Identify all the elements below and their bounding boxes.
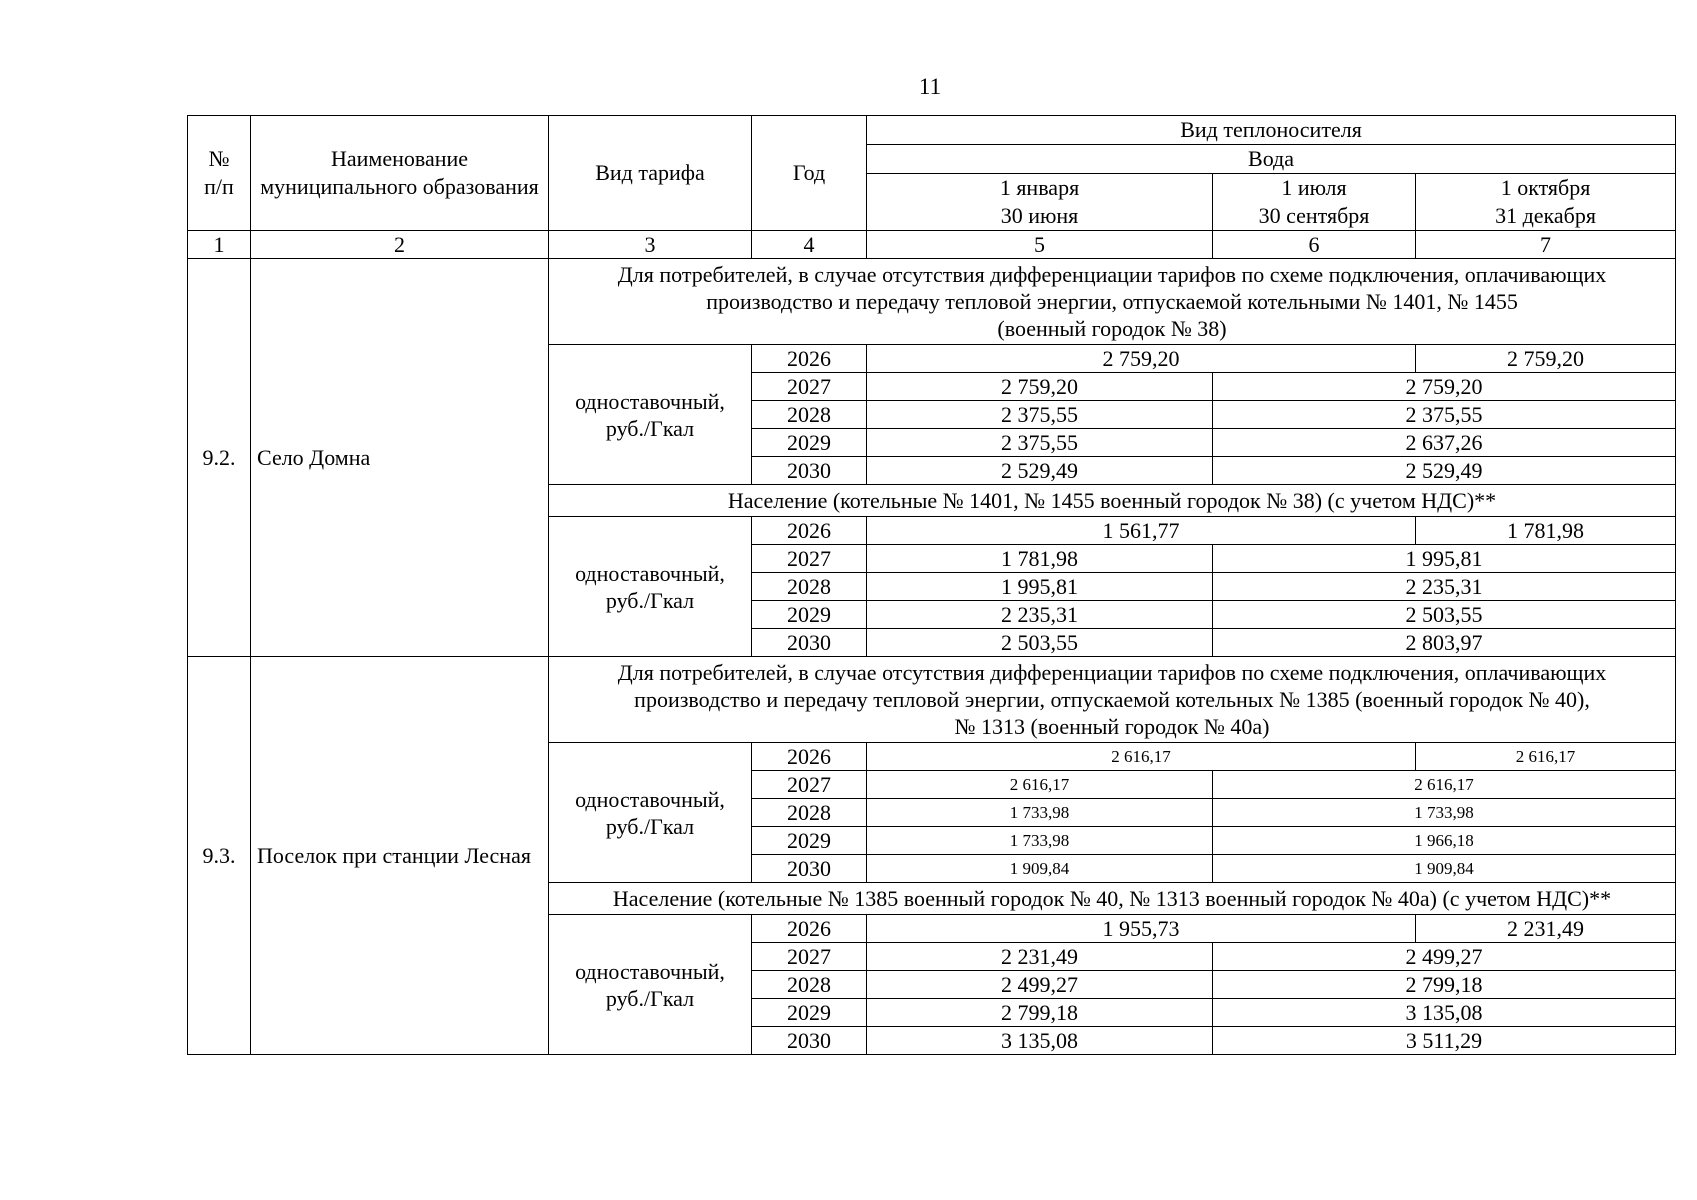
block-title: Для потребителей, в случае отсутствия дифференциации тарифов по схеме подключения, оплачивающих производство и передачу тепловой энергии, отпускаемой котельных № 1385 (военный городок № 40), № 1313 (военный городок № 40а) — [549, 657, 1676, 743]
year-cell: 2028 — [752, 799, 867, 827]
header-municipality: Наименование муниципального образования — [251, 116, 549, 231]
tariff-value-h1: 2 616,17 — [867, 771, 1213, 799]
tariff-value-h2: 2 375,55 — [1213, 401, 1676, 429]
block-title: Для потребителей, в случае отсутствия дифференциации тарифов по схеме подключения, оплачивающих производство и передачу тепловой энергии, отпускаемой котельными № 1401, № 1455 (военный городок № 38) — [549, 259, 1676, 345]
year-cell: 2029 — [752, 827, 867, 855]
tariff-value-h2: 2 803,97 — [1213, 629, 1676, 657]
tariff-value-h2: 2 616,17 — [1213, 771, 1676, 799]
block-title-row — [188, 657, 1676, 743]
header-water: Вода — [867, 145, 1676, 174]
tariff-value-h2: 2 503,55 — [1213, 601, 1676, 629]
year-cell: 2028 — [752, 401, 867, 429]
tariff-value-h2: 1 781,98 — [1416, 517, 1676, 545]
year-cell: 2027 — [752, 943, 867, 971]
tariff-value-h1: 2 499,27 — [867, 971, 1213, 999]
tariff-value-h2: 2 235,31 — [1213, 573, 1676, 601]
year-cell: 2026 — [752, 743, 867, 771]
header-heat-carrier: Вид теплоносителя — [867, 116, 1676, 145]
header-tariff-type: Вид тарифа — [549, 116, 752, 231]
column-number: 5 — [867, 231, 1213, 259]
tariff-value-h2: 2 616,17 — [1416, 743, 1676, 771]
column-number: 7 — [1416, 231, 1676, 259]
column-number: 1 — [188, 231, 251, 259]
year-cell: 2027 — [752, 771, 867, 799]
header-num: № п/п — [188, 116, 251, 231]
municipality-name: Поселок при станции Лесная — [251, 657, 549, 1055]
year-cell: 2029 — [752, 601, 867, 629]
year-cell: 2026 — [752, 517, 867, 545]
tariff-value-h2: 3 511,29 — [1213, 1027, 1676, 1055]
block-title: Население (котельные № 1385 военный городок № 40, № 1313 военный городок № 40а) (с учетом НДС)** — [549, 883, 1676, 915]
column-number: 3 — [549, 231, 752, 259]
year-cell: 2028 — [752, 573, 867, 601]
tariff-value-h1: 3 135,08 — [867, 1027, 1213, 1055]
tariff-value-h1: 1 781,98 — [867, 545, 1213, 573]
year-cell: 2030 — [752, 1027, 867, 1055]
year-cell: 2028 — [752, 971, 867, 999]
tariff-value-h1: 2 759,20 — [867, 345, 1416, 373]
tariff-value-h2: 2 529,49 — [1213, 457, 1676, 485]
year-cell: 2026 — [752, 345, 867, 373]
tariff-value-h1: 2 759,20 — [867, 373, 1213, 401]
municipality-name: Село Домна — [251, 259, 549, 657]
tariff-value-h2: 1 733,98 — [1213, 799, 1676, 827]
year-cell: 2030 — [752, 629, 867, 657]
column-number: 4 — [752, 231, 867, 259]
column-number: 6 — [1213, 231, 1416, 259]
tariff-value-h1: 2 503,55 — [867, 629, 1213, 657]
tariff-value-h2: 2 799,18 — [1213, 971, 1676, 999]
tariff-value-h1: 2 375,55 — [867, 401, 1213, 429]
tariff-value-h1: 2 375,55 — [867, 429, 1213, 457]
tariff-value-h2: 3 135,08 — [1213, 999, 1676, 1027]
year-cell: 2030 — [752, 855, 867, 883]
tariff-value-h1: 1 561,77 — [867, 517, 1416, 545]
tariff-value-h1: 2 616,17 — [867, 743, 1416, 771]
section-number: 9.2. — [188, 259, 251, 657]
header-period-3: 1 октября 31 декабря — [1416, 174, 1676, 231]
tariff-table — [187, 115, 1676, 1055]
tariff-value-h1: 2 231,49 — [867, 943, 1213, 971]
tariff-value-h2: 1 966,18 — [1213, 827, 1676, 855]
block-title: Население (котельные № 1401, № 1455 военный городок № 38) (с учетом НДС)** — [549, 485, 1676, 517]
tariff-value-h1: 1 995,81 — [867, 573, 1213, 601]
tariff-value-h1: 2 529,49 — [867, 457, 1213, 485]
year-cell: 2027 — [752, 373, 867, 401]
tariff-type: одноставочный, руб./Гкал — [549, 345, 752, 485]
header-period-2: 1 июля 30 сентября — [1213, 174, 1416, 231]
tariff-value-h2: 1 995,81 — [1213, 545, 1676, 573]
page-number: 11 — [918, 74, 942, 99]
year-cell: 2027 — [752, 545, 867, 573]
tariff-type: одноставочный, руб./Гкал — [549, 915, 752, 1055]
tariff-type: одноставочный, руб./Гкал — [549, 743, 752, 883]
year-cell: 2030 — [752, 457, 867, 485]
tariff-value-h2: 2 759,20 — [1416, 345, 1676, 373]
block-title-row — [188, 259, 1676, 345]
tariff-value-h1: 1 733,98 — [867, 827, 1213, 855]
tariff-value-h1: 1 955,73 — [867, 915, 1416, 943]
tariff-value-h2: 2 637,26 — [1213, 429, 1676, 457]
header-period-1: 1 января 30 июня — [867, 174, 1213, 231]
year-cell: 2029 — [752, 429, 867, 457]
tariff-value-h1: 1 733,98 — [867, 799, 1213, 827]
tariff-value-h2: 2 231,49 — [1416, 915, 1676, 943]
header-year: Год — [752, 116, 867, 231]
section-number: 9.3. — [188, 657, 251, 1055]
tariff-value-h2: 2 499,27 — [1213, 943, 1676, 971]
tariff-type: одноставочный, руб./Гкал — [549, 517, 752, 657]
tariff-value-h1: 1 909,84 — [867, 855, 1213, 883]
year-cell: 2029 — [752, 999, 867, 1027]
column-number: 2 — [251, 231, 549, 259]
tariff-value-h1: 2 235,31 — [867, 601, 1213, 629]
year-cell: 2026 — [752, 915, 867, 943]
tariff-value-h1: 2 799,18 — [867, 999, 1213, 1027]
tariff-value-h2: 2 759,20 — [1213, 373, 1676, 401]
tariff-value-h2: 1 909,84 — [1213, 855, 1676, 883]
